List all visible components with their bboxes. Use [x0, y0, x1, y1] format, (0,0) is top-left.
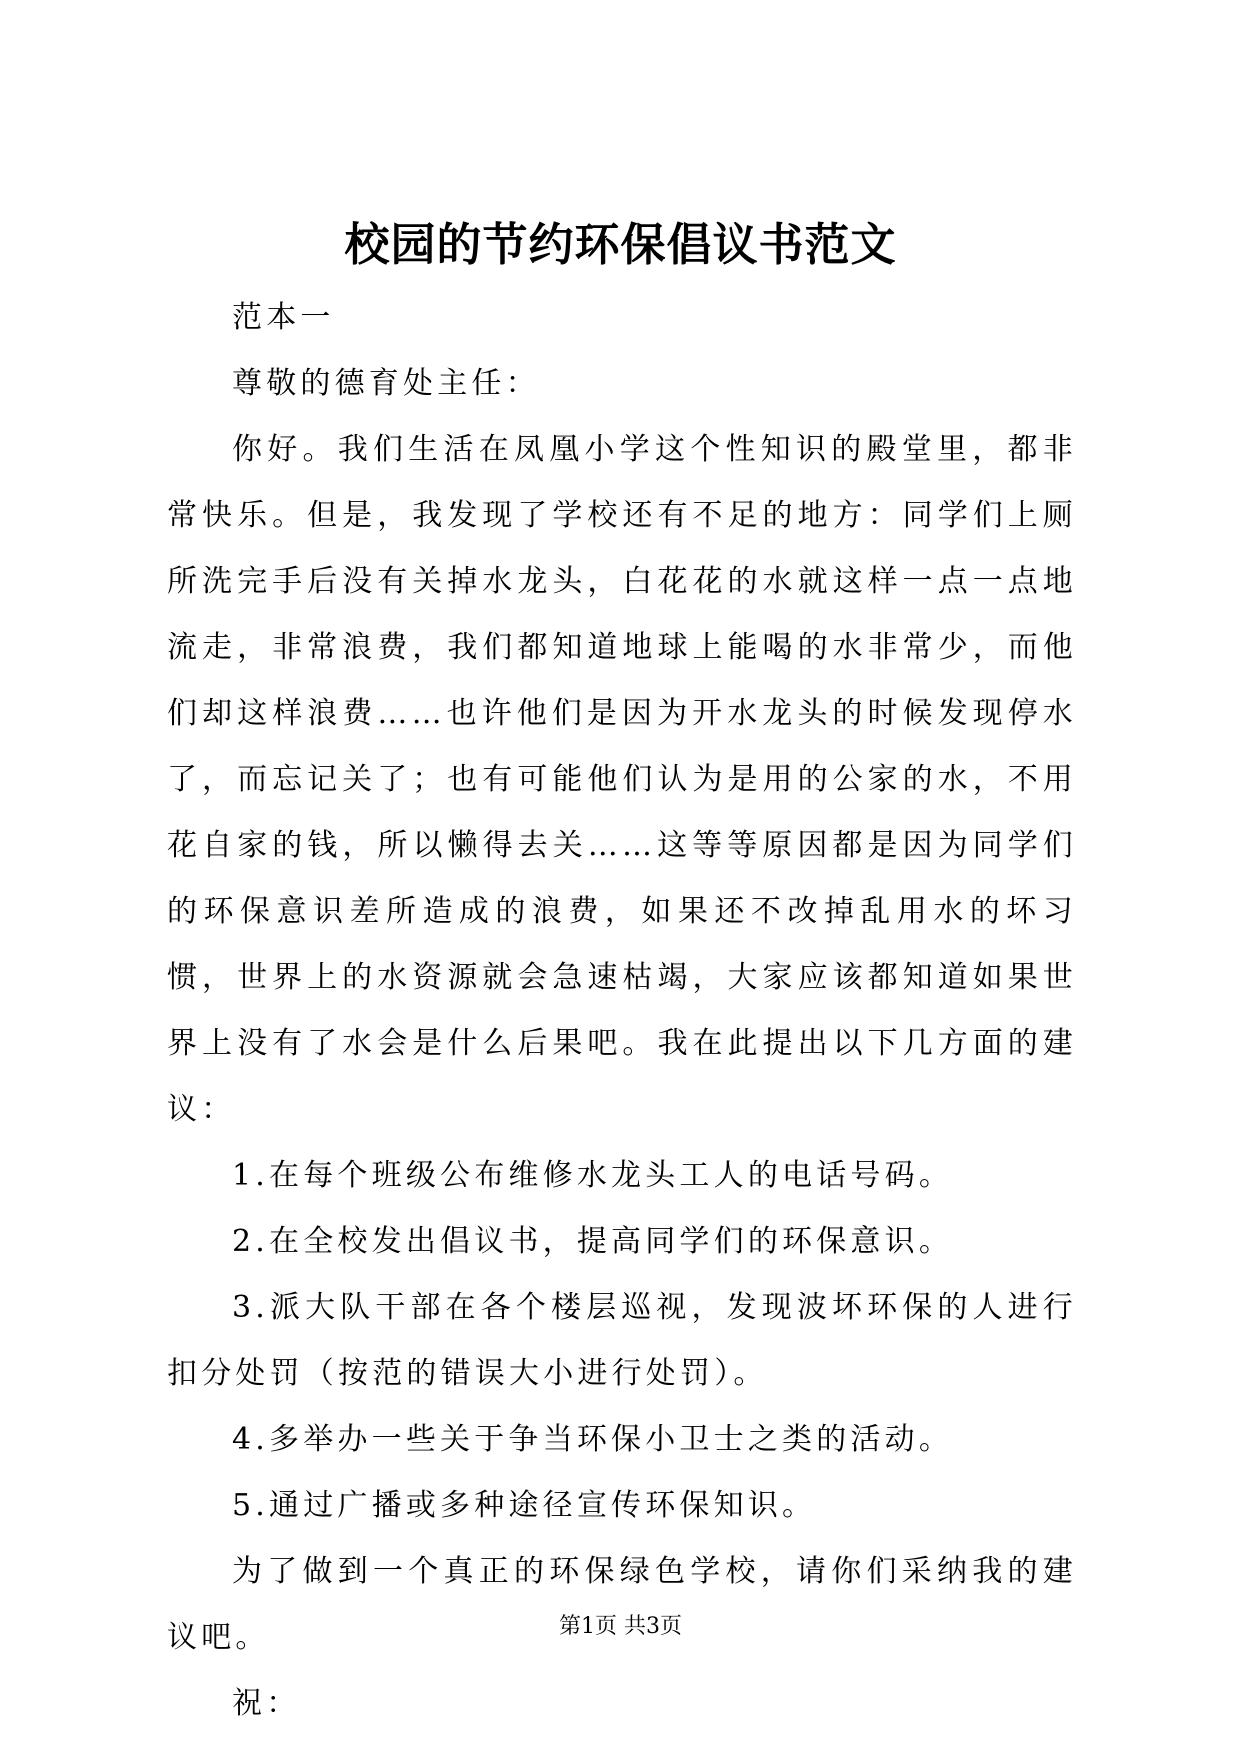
paragraph-suggestion-3: 3.派大队干部在各个楼层巡视，发现波坏环保的人进行扣分处罚（按范的错误大小进行处罚）。: [167, 1290, 1077, 1391]
paragraph-template-label: 范本一: [232, 300, 335, 335]
paragraph-main-body: 你好。我们生活在凤凰小学这个性知识的殿堂里，都非常快乐。但是，我发现了学校还有不足的地方：同学们上厕所洗完手后没有关掉水龙头，白花花的水就这样一点一点地流走，非常浪费，我们都知道地球上能喝的水非常少，而他们却这样浪费……也许他们是因为开水龙头的时候发现停水了，而忘记关了；也有可能他们认为是用的公家的水，不用花自家的钱，所以懒得去关……这等等原因都是因为同学们的环保意识差所造成的浪费，如果还不改掉乱用水的坏习惯，世界上的水资源就会急速枯竭，大家应该都知道如果世界上没有了水会是什么后果吧。我在此提出以下几方面的建议：: [167, 432, 1077, 1127]
paragraph-closing-request: 为了做到一个真正的环保绿色学校，请你们采纳我的建议吧。: [167, 1554, 1077, 1655]
paragraph-salutation: 尊敬的德育处主任：: [232, 366, 540, 401]
document-title: 校园的节约环保倡议书范文: [344, 218, 897, 271]
page-number-footer: 第1页 共3页: [559, 1614, 682, 1639]
paragraph-wish: 祝：: [232, 1686, 301, 1721]
paragraph-suggestion-1: 1.在每个班级公布维修水龙头工人的电话号码。: [232, 1158, 954, 1193]
paragraph-suggestion-5: 5.通过广播或多种途径宣传环保知识。: [232, 1488, 817, 1523]
paragraph-suggestion-2: 2.在全校发出倡议书，提高同学们的环保意识。: [232, 1224, 954, 1259]
document-body: [167, 285, 1077, 1737]
paragraph-suggestion-4: 4.多举办一些关于争当环保小卫士之类的活动。: [232, 1422, 954, 1457]
